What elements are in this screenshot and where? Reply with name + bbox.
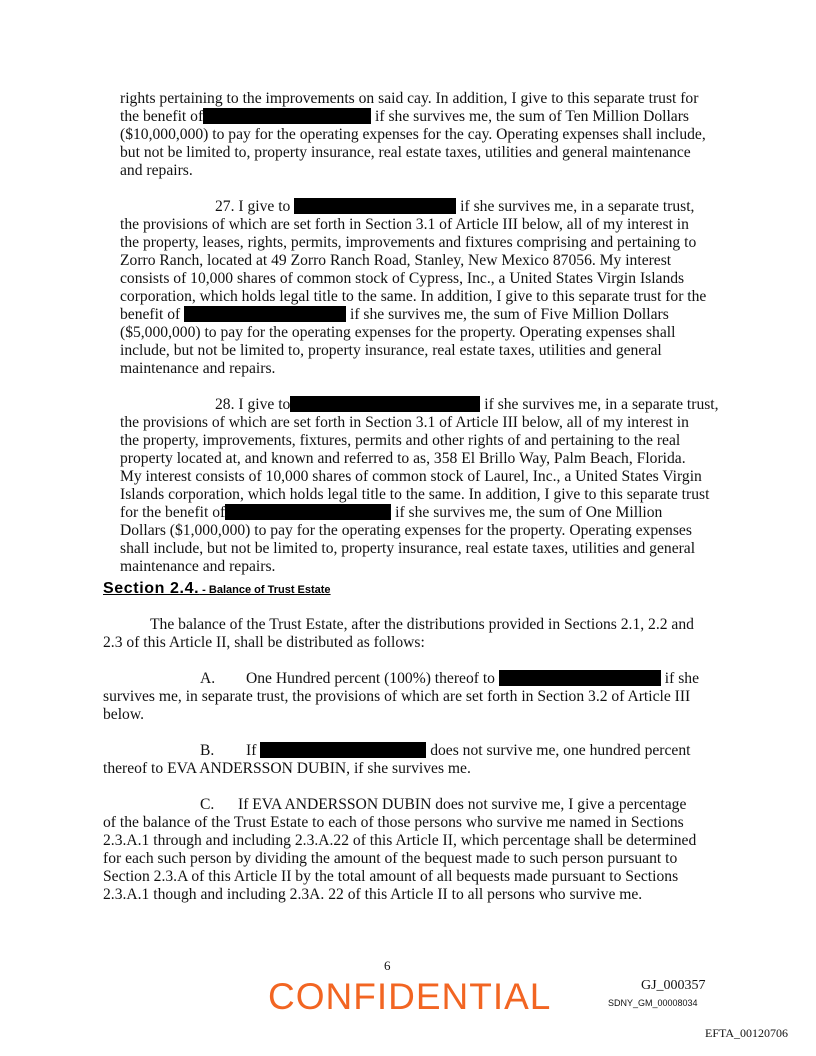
text-segment: for the benefit of: [120, 504, 226, 521]
text-line: include, but not be limited to, property insurance, real estate taxes, utilities and general: [120, 342, 662, 359]
section-heading: [103, 580, 331, 598]
redaction-bar: [203, 108, 371, 124]
section-number: Section 2.4.: [103, 580, 200, 597]
text-segment: 28. I give to: [215, 396, 291, 413]
text-line: 2.3.A.1 through and including 2.3.A.22 of this Article II, which percentage shall be determined: [103, 832, 697, 849]
text-line: ($10,000,000) to pay for the operating expenses for the cay. Operating expenses shall include,: [120, 126, 706, 143]
text-line: 2.3.A.1 though and including 2.3A. 22 of this Article II to all persons who survive me.: [103, 886, 643, 903]
text-line: [120, 306, 669, 324]
text-line: shall include, but not be limited to, property insurance, real estate taxes, utilities and general: [120, 540, 696, 557]
text-segment: if she survives me, the sum of Ten Million Dollars: [375, 108, 689, 125]
text-line: property located at, and known and referred to as, 358 El Brillo Way, Palm Beach, Florida.: [120, 450, 686, 467]
text-segment: does not survive me, one hundred percent: [430, 742, 691, 759]
text-line: the provisions of which are set forth in Section 3.1 of Article III below, all of my interest in: [120, 414, 689, 431]
text-line: maintenance and repairs.: [120, 558, 276, 575]
text-line: [215, 198, 694, 216]
text-segment: One Hundred percent (100%) thereof to: [246, 670, 495, 687]
efta-number: EFTA_00120706: [705, 1026, 789, 1040]
text-line: If EVA ANDERSSON DUBIN does not survive me, I give a percentage: [238, 796, 687, 813]
text-segment: if she survives me, in a separate trust,: [484, 396, 719, 413]
text-line: below.: [103, 706, 144, 723]
text-line: The balance of the Trust Estate, after the distributions provided in Sections 2.1, 2.2 and: [150, 616, 694, 633]
text-line: consists of 10,000 shares of common stock of Cypress, Inc., a United States Virgin Islands: [120, 270, 685, 287]
sdny-bates-number: SDNY_GM_00008034: [608, 998, 698, 1008]
text-line: Section 2.3.A of this Article II by the total amount of all bequests made pursuant to Sections: [103, 868, 679, 885]
text-line: the property, leases, rights, permits, improvements and fixtures comprising and pertaining to: [120, 234, 697, 251]
text-line: [246, 742, 690, 760]
section-title: - Balance of Trust Estate: [199, 584, 331, 596]
text-line: survives me, in separate trust, the provisions of which are set forth in Section 3.2 of Article III: [103, 688, 691, 705]
text-line: the property, improvements, fixtures, permits and other rights of and pertaining to the real: [120, 432, 681, 449]
text-line: [246, 670, 699, 688]
page-number: 6: [384, 958, 391, 973]
text-line: rights pertaining to the improvements on said cay. In addition, I give to this separate trust for: [120, 90, 699, 107]
text-line: the provisions of which are set forth in Section 3.1 of Article III below, all of my interest in: [120, 216, 689, 233]
text-line: maintenance and repairs.: [120, 360, 276, 377]
text-segment: if she: [664, 670, 699, 687]
clause-label: B.: [200, 742, 215, 759]
redaction-bar: [290, 396, 480, 412]
clause-label: C.: [200, 796, 215, 813]
text-line: and repairs.: [120, 162, 193, 179]
text-line: [120, 108, 689, 126]
text-line: but not be limited to, property insurance, real estate taxes, utilities and general maintenance: [120, 144, 691, 161]
text-line: Islands corporation, which holds legal title to the same. In addition, I give to this separate trust: [120, 486, 710, 503]
redaction-bar: [294, 198, 456, 214]
text-line: thereof to EVA ANDERSSON DUBIN, if she survives me.: [103, 760, 471, 777]
bates-number: GJ_000357: [641, 978, 706, 993]
redaction-bar: [499, 670, 661, 686]
clause-label: A.: [200, 670, 216, 687]
text-line: of the balance of the Trust Estate to each of those persons who survive me named in Sections: [103, 814, 684, 831]
text-segment: if she survives me, in a separate trust,: [460, 198, 695, 215]
text-segment: 27. I give to: [215, 198, 291, 215]
text-line: [120, 504, 662, 522]
redaction-bar: [184, 306, 346, 322]
text-line: 2.3 of this Article II, shall be distributed as follows:: [103, 634, 425, 651]
text-segment: if she survives me, the sum of One Million: [395, 504, 663, 521]
text-line: [215, 396, 719, 414]
redaction-bar: [225, 504, 391, 520]
text-line: ($5,000,000) to pay for the operating expenses for the property. Operating expenses shall: [120, 324, 676, 341]
text-segment: the benefit of: [120, 108, 204, 125]
text-line: My interest consists of 10,000 shares of common stock of Laurel, Inc., a United States Virgin: [120, 468, 702, 485]
text-segment: If: [246, 742, 257, 759]
text-segment: benefit of: [120, 306, 181, 323]
text-line: for each such person by dividing the amount of the bequest made to such person pursuant to: [103, 850, 678, 867]
text-line: Dollars ($1,000,000) to pay for the operating expenses for the property. Operating expenses: [120, 522, 692, 539]
redaction-bar: [260, 742, 426, 758]
text-line: Zorro Ranch, located at 49 Zorro Ranch Road, Stanley, New Mexico 87056. My interest: [120, 252, 672, 269]
confidential-stamp: CONFIDENTIAL: [268, 976, 552, 1017]
text-line: corporation, which holds legal title to the same. In addition, I give to this separate trust for the: [120, 288, 707, 305]
text-segment: if she survives me, the sum of Five Million Dollars: [350, 306, 669, 323]
